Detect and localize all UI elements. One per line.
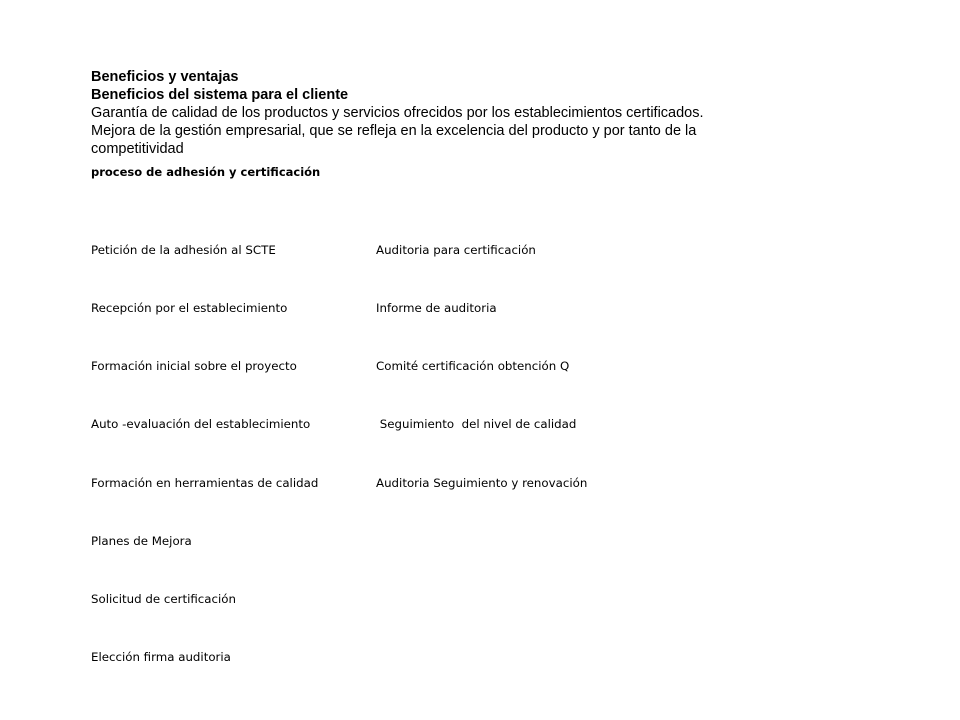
process-step-left: Formación en herramientas de calidad bbox=[91, 475, 319, 490]
benefit-paragraph-management-line-1: Mejora de la gestión empresarial, que se refleja en la excelencia del producto y por tanto de la bbox=[91, 123, 697, 139]
process-left-column bbox=[91, 202, 318, 706]
process-title: proceso de adhesión y certificación bbox=[91, 165, 321, 179]
process-step-right: Seguimiento del nivel de calidad bbox=[376, 417, 577, 432]
process-step-right: Comité certificación obtención Q bbox=[376, 359, 570, 374]
process-step-left: Solicitud de certificación bbox=[91, 592, 236, 607]
process-step-left: Auto -evaluación del establecimiento bbox=[91, 417, 311, 432]
page-title: Beneficios y ventajas bbox=[91, 69, 239, 85]
process-step-right: Informe de auditoria bbox=[376, 301, 497, 316]
process-right-column bbox=[376, 202, 587, 532]
process-step-left: Elección firma auditoria bbox=[91, 650, 231, 665]
process-step-left: Recepción por el establecimiento bbox=[91, 301, 288, 316]
benefit-paragraph-management-line-2: competitividad bbox=[91, 141, 184, 157]
section-subtitle: Beneficios del sistema para el cliente bbox=[91, 87, 349, 103]
process-step-left: Planes de Mejora bbox=[91, 533, 192, 548]
benefit-paragraph-quality: Garantía de calidad de los productos y servicios ofrecidos por los establecimientos certificados. bbox=[91, 105, 704, 121]
benefits-text-block bbox=[91, 68, 791, 158]
process-step-left: Petición de la adhesión al SCTE bbox=[91, 242, 276, 257]
process-step-right: Auditoria Seguimiento y renovación bbox=[376, 475, 588, 490]
process-step-left: Formación inicial sobre el proyecto bbox=[91, 359, 297, 374]
process-step-right: Auditoria para certificación bbox=[376, 242, 536, 257]
